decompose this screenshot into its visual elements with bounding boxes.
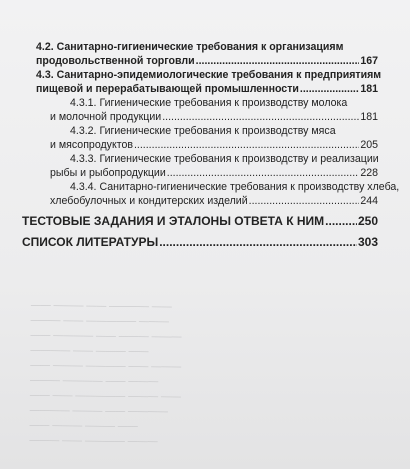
toc-entry-4-3-3-page: 228 [360,167,378,179]
toc-entry-4-3-3-line2: рыбы и рыбопродукции [50,167,166,179]
toc-entry-4-3-2[interactable] [22,138,378,152]
leader-dots [159,234,357,250]
table-of-contents [22,40,400,250]
leader-dots [249,194,360,208]
toc-entry-4-3-1[interactable] [22,110,378,124]
toc-entry-4-2-line1: 4.2. Санитарно-гигиенические требования к организациям [36,41,344,53]
leader-dots [134,138,359,152]
toc-entry-references[interactable] [22,234,378,250]
toc-entry-4-3-1-page: 181 [360,111,378,123]
toc-entry-4-3-3-line1: 4.3.3. Гигиенические требования к производству и реализации [70,153,379,165]
toc-entry-4-3-page: 181 [360,83,378,95]
toc-entry-4-2[interactable] [22,54,378,68]
toc-entry-4-3-4-line2: хлебобулочных и кондитерских изделий [50,195,248,207]
leader-dots [325,213,357,229]
leader-dots [300,82,359,96]
toc-entry-references-title: СПИСОК ЛИТЕРАТУРЫ [22,235,159,249]
leader-dots [167,166,360,180]
toc-entry-4-3-1-line1: 4.3.1. Гигиенические требования к производству молока [70,97,348,109]
toc-entry-4-3-4[interactable] [22,194,378,208]
toc-entry-references-page: 303 [357,235,378,249]
toc-entry-4-3-2-line2: и мясопродуктов [50,139,133,151]
toc-entry-4-3-4-page: 244 [360,195,378,207]
leader-dots [196,54,360,68]
toc-entry-4-3-1-line2: и молочной продукции [50,111,162,123]
toc-entry-4-3-4-line1: 4.3.4. Санитарно-гигиенические требования к производству хлеба, [70,181,400,193]
leader-dots [162,110,359,124]
toc-entry-4-3-2-page: 205 [360,139,378,151]
show-through-text: —— ——— —— ———— —— ——— —— ————— ——— —— ———— —— ——— ——— ———— —— ——— —— —— ——— ———— —— ——— ——— ———— —— ——— —— —— ————— ——— —— ———— ——— —— ———— —— ——— ——— —— ——— —— ———— ——— [29,300,182,448]
toc-entry-4-3-3[interactable] [22,166,378,180]
toc-entry-4-3-line2: пищевой и перерабатывающей промышленности [36,83,299,95]
toc-entry-tests[interactable] [22,213,378,229]
toc-entry-4-2-line2: продовольственной торговли [36,55,195,67]
toc-entry-4-3-line1: 4.3. Санитарно-эпидемиологические требования к предприятиям [36,69,382,81]
toc-entry-4-2-page: 167 [360,55,378,67]
toc-entry-tests-title: ТЕСТОВЫЕ ЗАДАНИЯ И ЭТАЛОНЫ ОТВЕТА К НИМ [22,214,325,228]
toc-entry-tests-page: 250 [357,214,378,228]
toc-entry-4-3-2-line1: 4.3.2. Гигиенические требования к производству мяса [70,125,336,137]
toc-entry-4-3[interactable] [22,82,378,96]
